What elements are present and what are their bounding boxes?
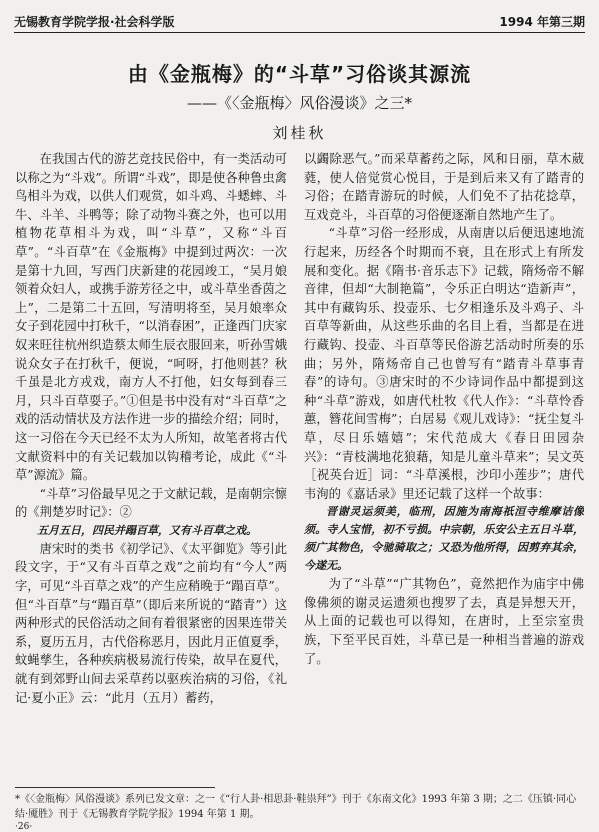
left-column (15, 150, 287, 785)
footnote: *《〈金瓶梅〉风俗漫谈》系列已发文章：之一《“行人卦·相思卦·鞋祟拜”》刊于《东南文化》1993 年第 3 期；之二《压镇·同心结·魇胜》刊于《无锡教育学院学报》1994 年第 1 期。 (15, 794, 577, 820)
block-quote: 五月五日，四民并蹋百草，又有斗百草之戏。 (37, 523, 257, 537)
paragraph: 以蠲除恶气。”而采草蓄药之际，风和日丽，草木葳蕤，使人倍觉赏心悦目，于是到后来又有了踏青的习俗；在踏青游玩的时候，人们免不了拈花捻草，互戏竞斗，斗百草的习俗便逐渐自然地产生了。 (304, 152, 584, 222)
running-header (14, 6, 585, 33)
paragraph: “斗草”习俗一经形成，从南唐以后便迅速地流行起来，历经各个时期而不衰，且在形式上有所发展和变化。据《隋书·音乐志下》记载，隋炀帝不解音律，但却“大制艳篇”，令乐正白明达“造新声”，其中有藏钩乐、投壶乐、七夕相逢乐及斗鸡子、斗百草等新曲，从这些乐曲的名目上看，当都是在进行藏钩、投壶、斗百草等民俗游艺活动时所奏的乐曲；另外，隋炀帝自己也曾写有“踏青斗草事青春”的诗句。③唐宋时的不少诗词作品中都提到这种“斗草”游戏，如唐代杜牧《代人作》：“斗草怜香蕙，簪花间雪梅”；白居易《观儿戏诗》：“抚尘复斗草，尽日乐嬉嬉”；宋代范成大《春日田园杂兴》：“青枝满地花狼藉，知是儿童斗草来”；吴文英［祝英台近］词：“斗草溪根，沙印小莲步”；唐代韦洵的《嘉话录》里还记载了这样一个故事： (304, 226, 584, 501)
page-number: ·26· (15, 822, 33, 832)
article-title: 由《金瓶梅》的“斗草”习俗谈其源流 (127, 62, 472, 86)
block-quote: 晋谢灵运须美，临刑，因施为南海祇洹寺维摩诘像须。寺人宝惜，初不亏损。中宗朝，乐安公主五日斗草，须广其物色，令驰骑取之；又恐为他所得，因剪弃其余，今遂无。 (304, 505, 584, 573)
footnote-rule (15, 787, 215, 788)
paragraph: “斗草”习俗最早见之于文献记载，是南朝宗懔的《荆楚岁时记》：② (15, 486, 287, 520)
journal-name: 无锡教育学院学报·社会科学版 (14, 15, 175, 29)
issue-label: 1994 年第三期 (499, 15, 585, 29)
paragraph: 唐宋时的类书《初学记》、《太平御览》等引此段文字，于“又有斗百草之戏”之前均有“今人”两字，可见“斗百草之戏”的产生应稍晚于“蹋百草”。但“斗百草”与“蹋百草”（即后来所说的“踏青”）这两种形式的民俗活动之间有着很紧密的因果连带关系，夏历五月，古代俗称恶月，因此月正值夏季，蚊蝇孳生，各种疾病极易流行传染，故早在夏代，就有到郊野山间去采草药以驱疾治病的习俗，《礼记·夏小正》云：“此月（五月）蓄药， (15, 541, 287, 705)
article-author: 刘桂秋 (272, 124, 327, 142)
paragraph: 为了“斗草”“广其物色”，竟然把作为庙宇中佛像佛须的谢灵运遗须也搜罗了去，真是异想天开，从上面的记载也可以得知，在唐时，上至宗室贵族，下至平民百姓，斗草已是一种相当普遍的游戏了。 (304, 577, 584, 666)
right-column (304, 150, 584, 785)
paragraph: 在我国古代的游艺竞技民俗中，有一类活动可以称之为“斗戏”。所谓“斗戏”，即是使各种鲁虫禽鸟相斗为戏，以供人们观赏，如斗鸡、斗蟋蟀、斗牛、斗羊、斗鸭等；除了动物斗赛之外，也可以用植物花草相斗为戏，叫“斗草”，又称“斗百草”。“斗百草”在《金瓶梅》中提到过两次：一次是第十九回，写西门庆新建的花园竣工，“吴月娘领着众妇人，或携手游芳径之中，或斗草坐香茵之上”，二是第二十五回，写清明将至，吴月娘率众女子到花园中打秋千，“以消春困”，正逢西门庆家奴来旺往杭州织造蔡太师生辰衣服回来，听孙雪娥说众女子在打秋千，便说，“呵呀，打他则甚？秋千虽是北方戎戏，南方人不打他，妇女每到春三月，只斗百草耍子。”①但是书中没有对“斗百草”之戏的活动情状及方法作进一步的描绘介绍；同时，这一习俗在今天已经不太为人所知，故笔者将古代文献资料中的有关记载加以钩稽考论，成此《“斗草”源流》篇。 (15, 152, 287, 483)
article-subtitle: ——《〈金瓶梅〉风俗漫谈》之三* (186, 94, 412, 112)
